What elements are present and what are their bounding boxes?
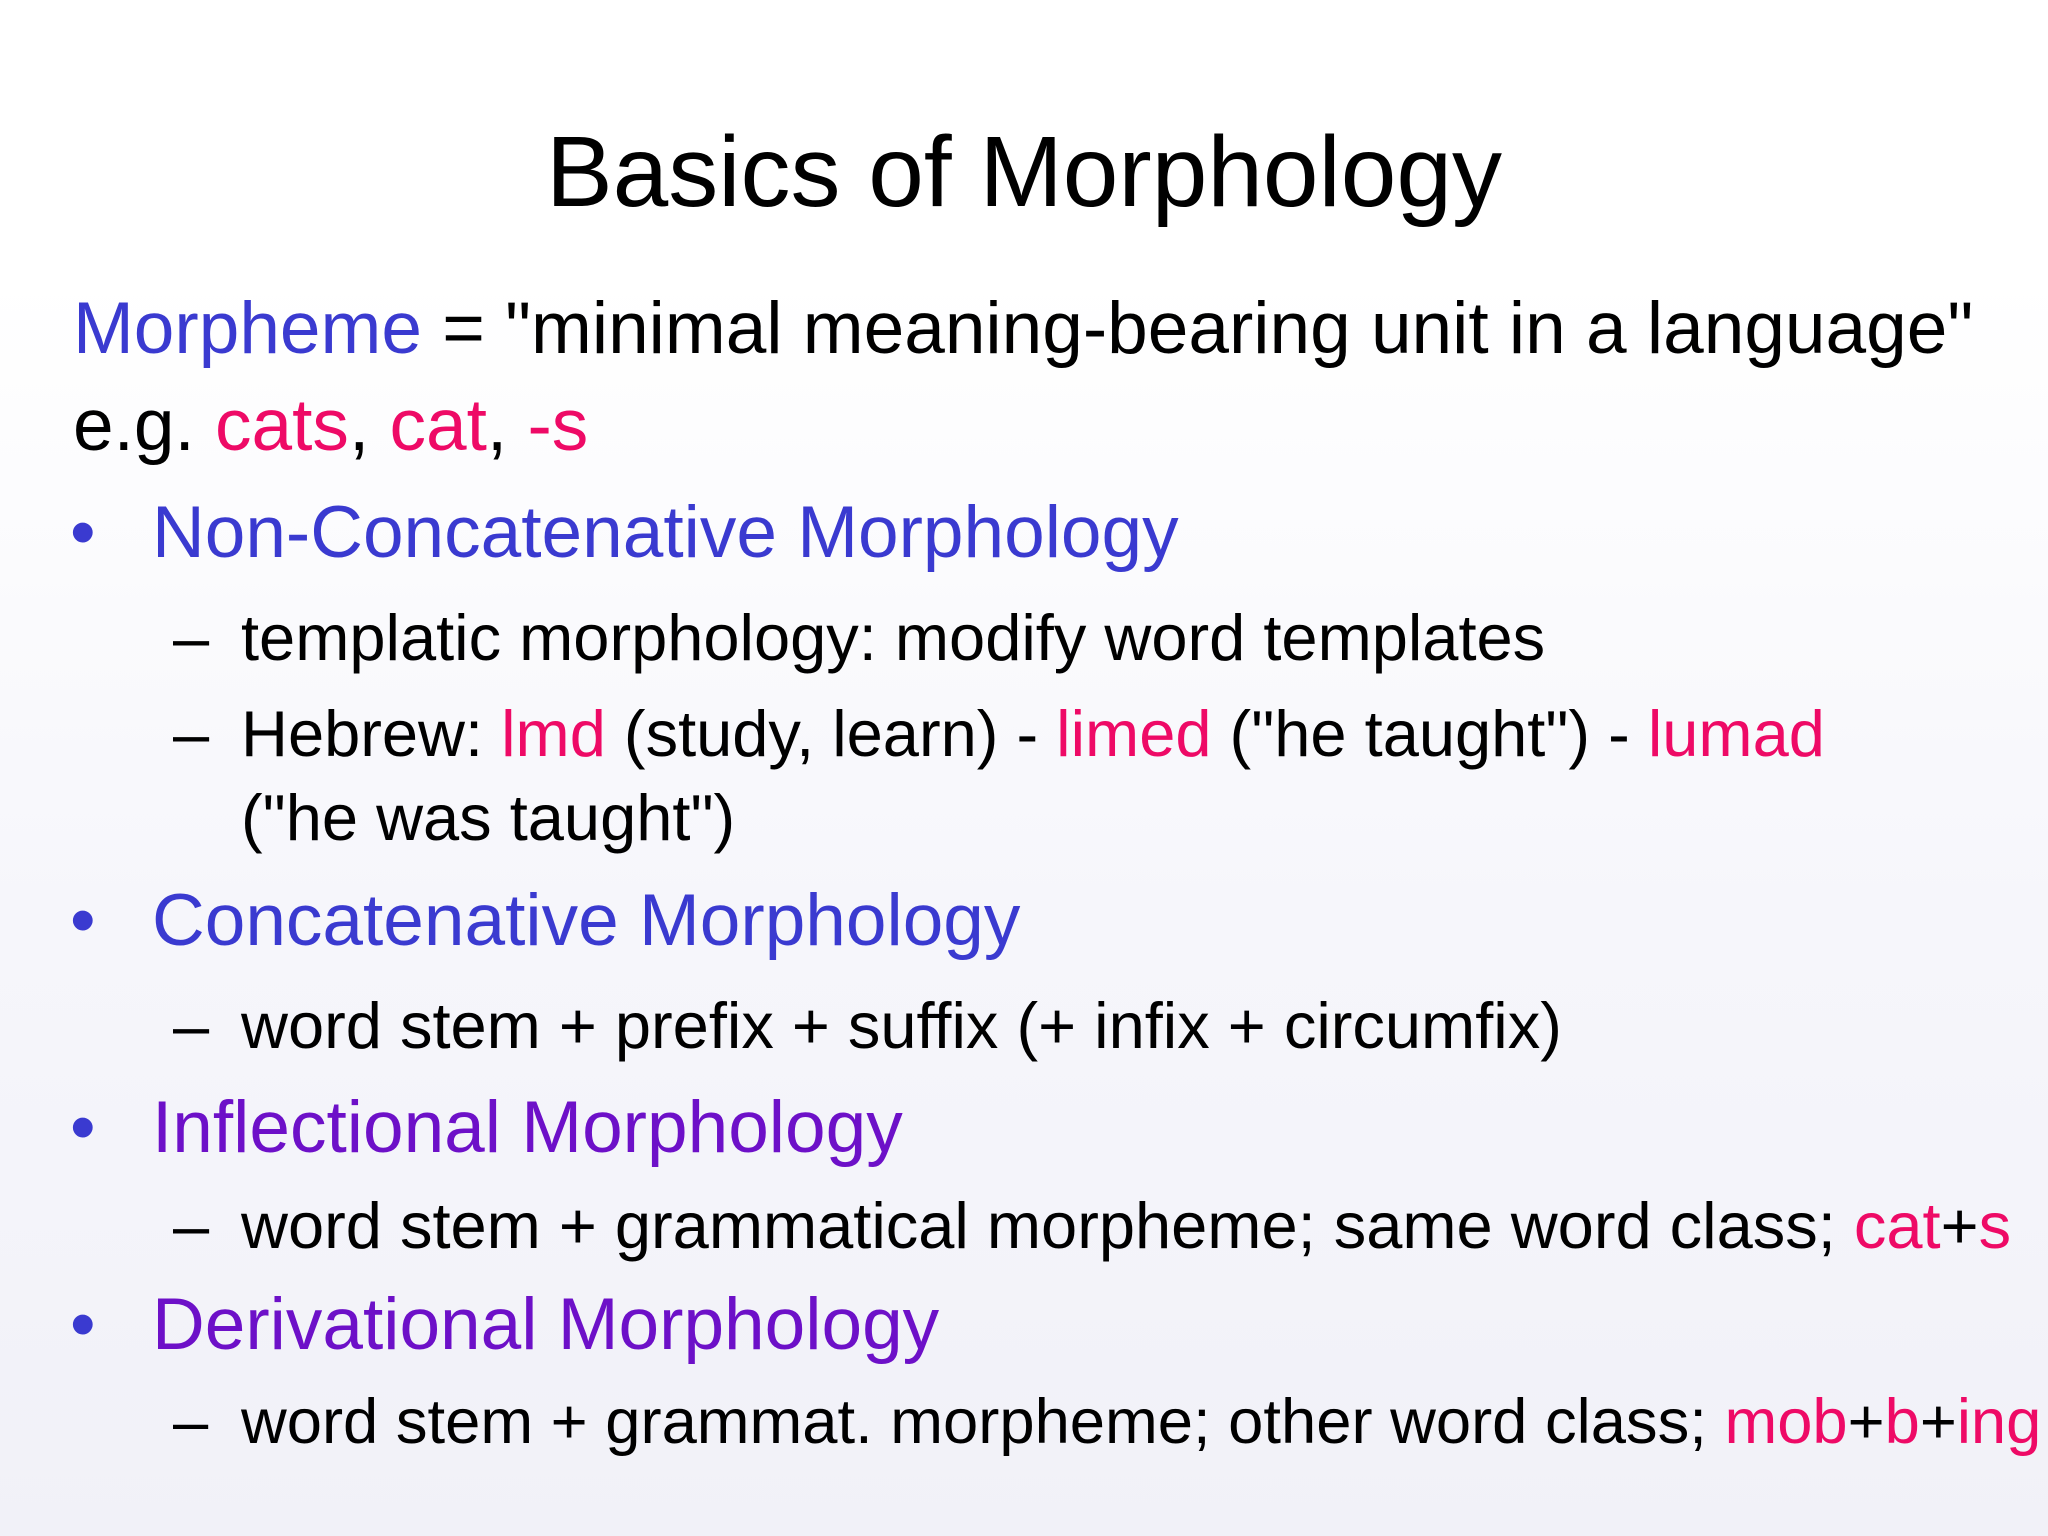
heading-non-concatenative: Non-Concatenative Morphology xyxy=(152,492,1179,573)
bullet-non-concatenative xyxy=(70,490,1179,576)
bullet-derivational xyxy=(70,1282,939,1368)
definition-line xyxy=(73,286,1973,372)
sub-item-inflection-example xyxy=(173,1184,2011,1268)
example-separator: , xyxy=(348,385,390,466)
example-suffix-ing: ing xyxy=(1956,1387,2042,1457)
morpheme-term: Morpheme xyxy=(73,288,422,369)
example-word-cats: cats xyxy=(215,385,349,466)
bullet-glyph: • xyxy=(70,1087,96,1168)
hebrew-word-limed: limed xyxy=(1056,697,1212,770)
dash-glyph: – xyxy=(173,989,210,1062)
example-word-mob: mob xyxy=(1724,1387,1848,1457)
example-suffix-s: s xyxy=(1978,1189,2012,1262)
plus-sign: + xyxy=(1919,1387,1957,1457)
example-letter-b: b xyxy=(1884,1387,1920,1457)
plus-sign: + xyxy=(1940,1189,1979,1262)
sub-item-hebrew xyxy=(173,692,1825,776)
sub-item-text: word stem + grammatical morpheme; same word class; xyxy=(241,1189,1854,1262)
sub-item-templatic xyxy=(173,596,1545,680)
plus-sign: + xyxy=(1847,1387,1885,1457)
heading-derivational: Derivational Morphology xyxy=(152,1284,940,1365)
example-line xyxy=(73,383,588,469)
example-suffix-s: -s xyxy=(527,385,589,466)
bullet-inflectional xyxy=(70,1085,903,1171)
hebrew-word-lumad: lumad xyxy=(1647,697,1825,770)
dash-glyph: – xyxy=(173,601,210,674)
definition-text: "minimal meaning-bearing unit in a language" xyxy=(505,288,1974,369)
dash-glyph: – xyxy=(173,1189,210,1262)
example-separator: , xyxy=(486,385,528,466)
sub-item-text: ("he taught") - xyxy=(1211,697,1648,770)
equals-sign: = xyxy=(421,288,506,369)
sub-item-text: word stem + grammat. morpheme; other word class; xyxy=(241,1387,1725,1457)
bullet-glyph: • xyxy=(70,880,96,961)
slide-title: Basics of Morphology xyxy=(545,116,1502,228)
example-word-cat: cat xyxy=(389,385,487,466)
heading-inflectional: Inflectional Morphology xyxy=(152,1087,903,1168)
hebrew-word-lmd: lmd xyxy=(501,697,606,770)
heading-concatenative: Concatenative Morphology xyxy=(152,880,1021,961)
sub-item-derivation-example xyxy=(173,1380,2041,1464)
example-prefix: e.g. xyxy=(73,385,216,466)
sub-item-text: word stem + prefix + suffix (+ infix + circumfix) xyxy=(241,989,1562,1062)
sub-item-text: templatic morphology: modify word templates xyxy=(241,601,1546,674)
bullet-glyph: • xyxy=(70,492,96,573)
bullet-glyph: • xyxy=(70,1284,96,1365)
dash-glyph: – xyxy=(173,697,210,770)
sub-item-text: Hebrew: xyxy=(241,697,502,770)
sub-item-text: (study, learn) - xyxy=(605,697,1057,770)
sub-item-hebrew-continuation xyxy=(241,776,735,860)
example-word-cat: cat xyxy=(1853,1189,1941,1262)
sub-item-word-stem xyxy=(173,984,1562,1068)
sub-item-text: ("he was taught") xyxy=(241,781,736,854)
bullet-concatenative xyxy=(70,878,1020,964)
dash-glyph: – xyxy=(173,1387,209,1457)
